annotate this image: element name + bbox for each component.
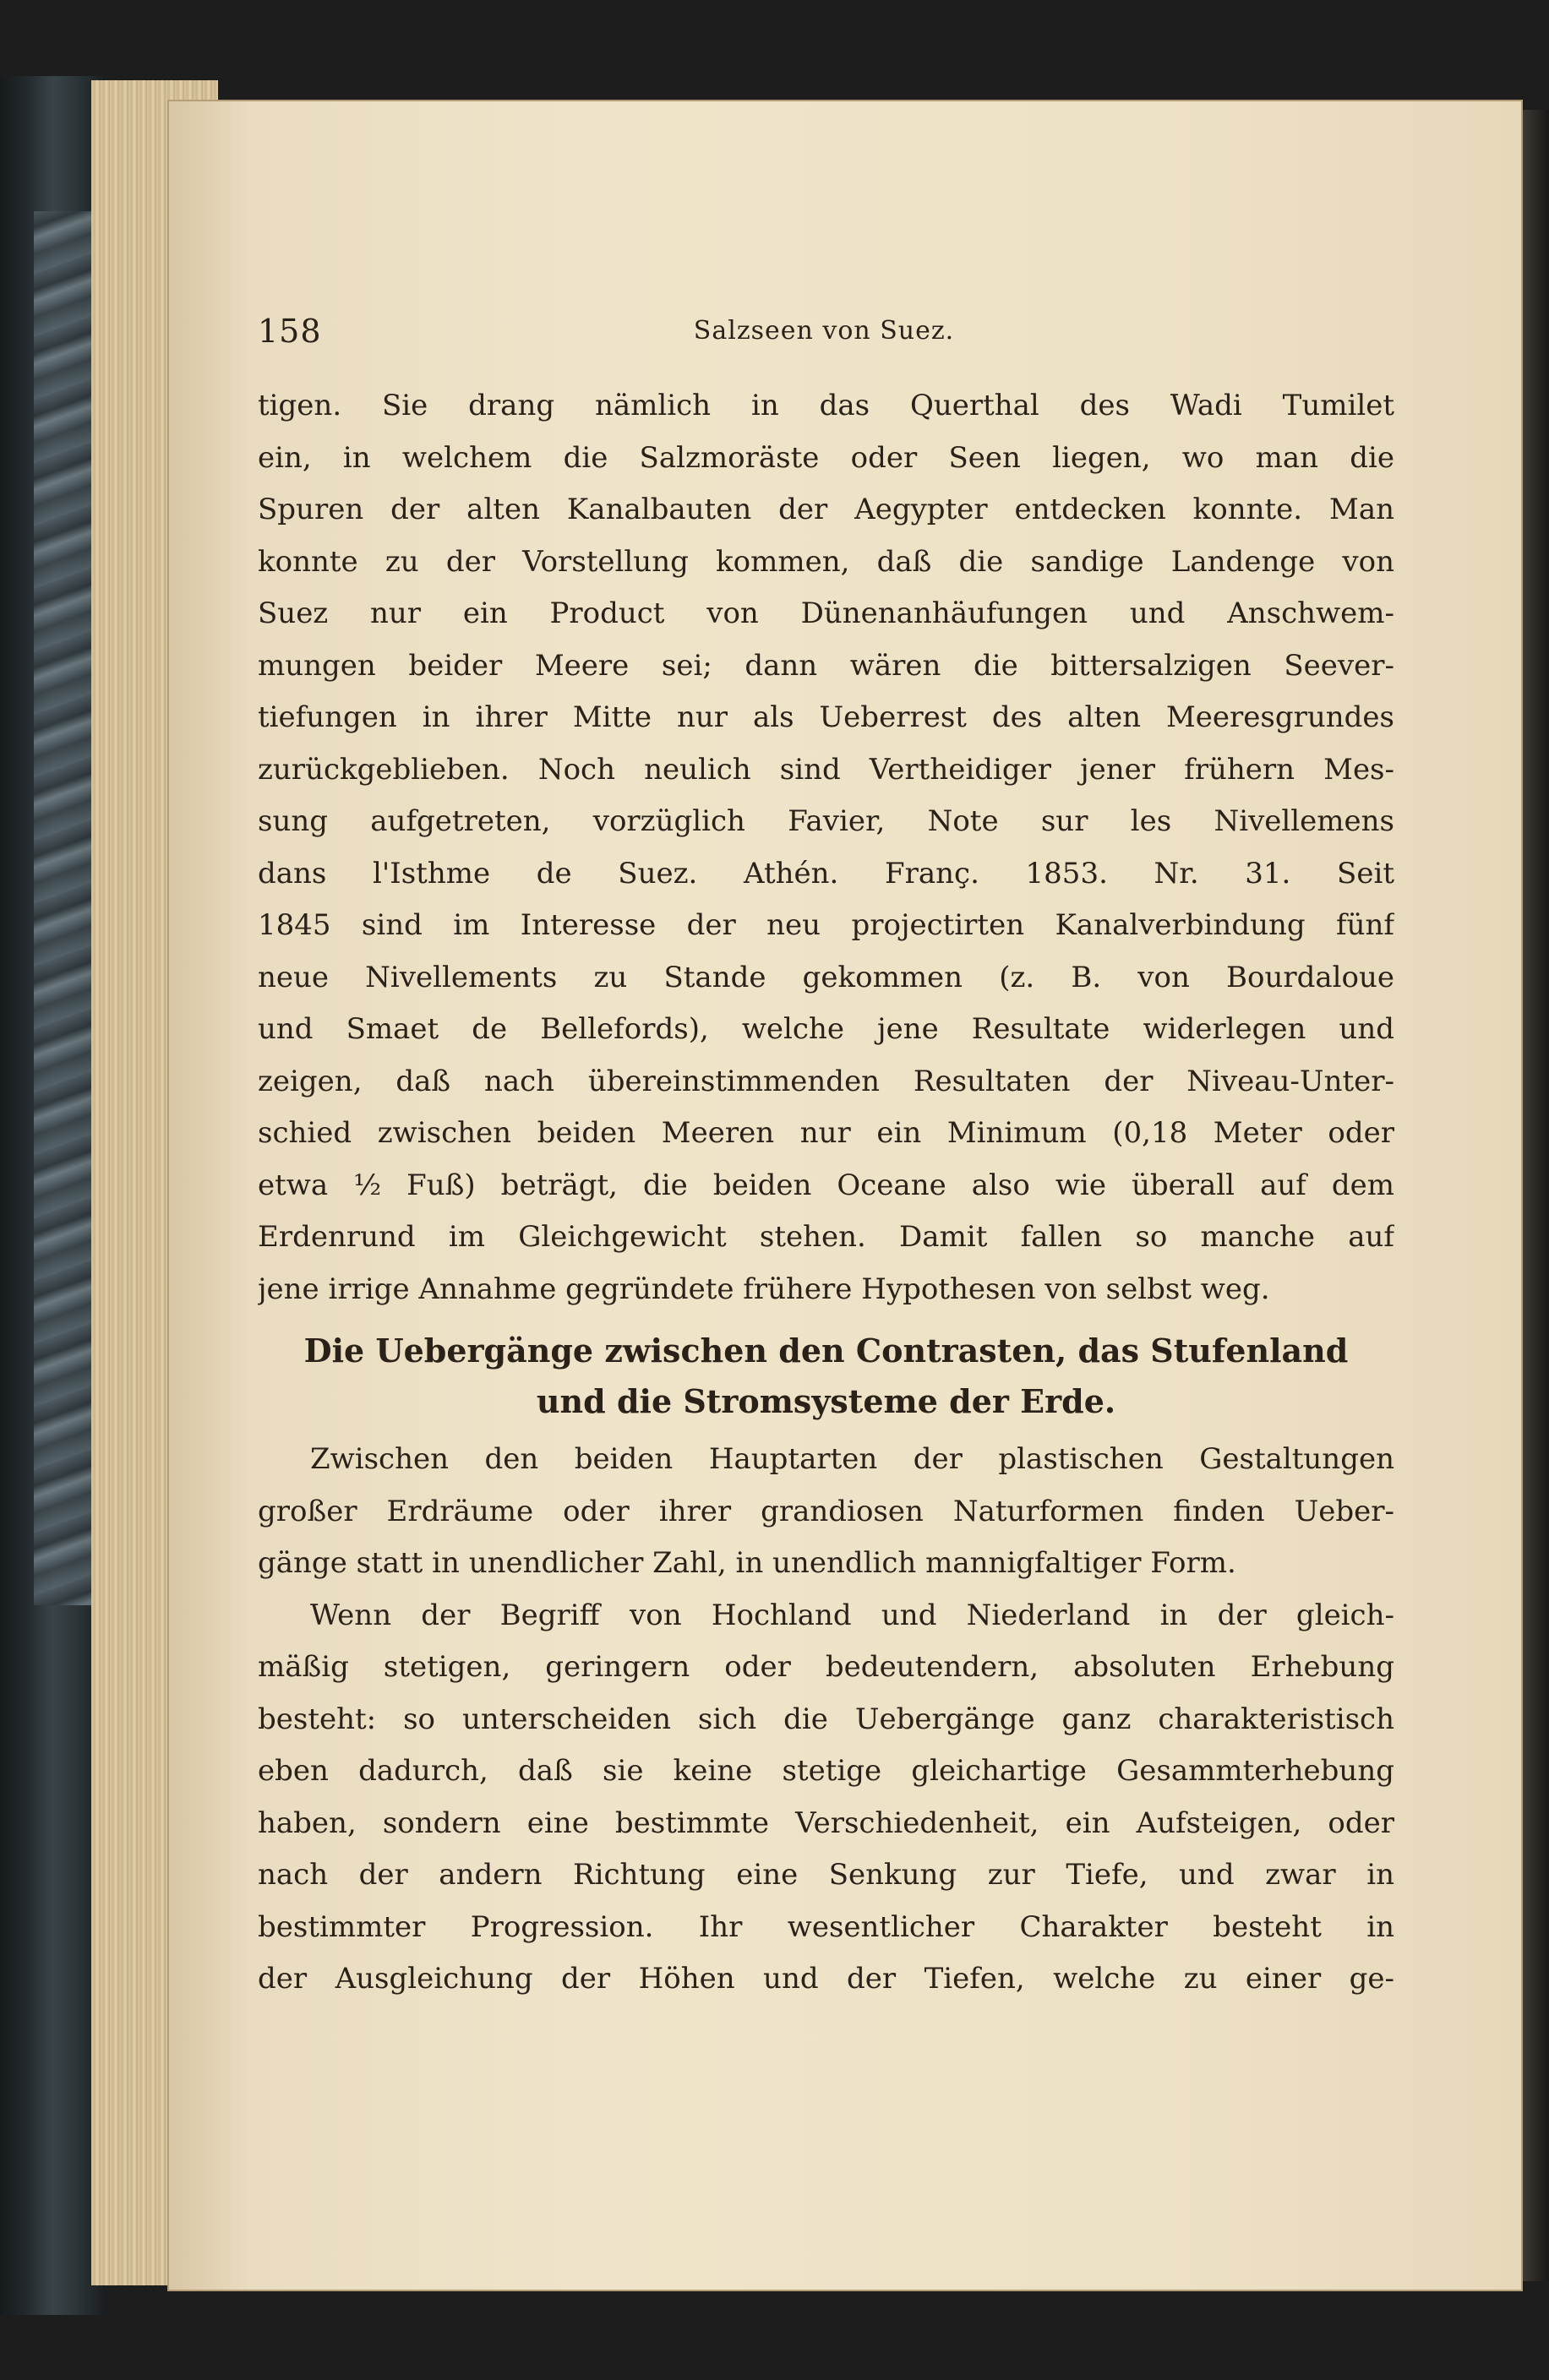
page-header xyxy=(258,313,1390,363)
text-line: Wenn der Begriff von Hochland und Niederland in der gleich- xyxy=(310,1598,1394,1632)
text-line: mungen beider Meere sei; dann wären die bittersalzigen Seever- xyxy=(258,648,1394,683)
paragraph-3 xyxy=(258,1590,1394,2006)
text-line: nach der andern Richtung eine Senkung zur Tiefe, und zwar in xyxy=(258,1858,1394,1892)
text-line: neue Nivellements zu Stande gekommen (z. B. von Bourdaloue xyxy=(258,960,1394,994)
text-line: jene irrige Annahme gegründete frühere Hypothesen von selbst weg. xyxy=(258,1272,1270,1306)
page-body xyxy=(258,380,1394,2006)
paragraph-1 xyxy=(258,380,1394,1315)
text-line: Spuren der alten Kanalbauten der Aegypter entdecken konnte. Man xyxy=(258,493,1394,526)
heading-line: Die Uebergänge zwischen den Contrasten, das Stufenland xyxy=(303,1332,1349,1370)
text-line: besteht: so unterscheiden sich die Uebergänge ganz charakteristisch xyxy=(258,1702,1394,1736)
text-line: 1845 sind im Interesse der neu projectirten Kanalverbindung fünf xyxy=(258,908,1394,942)
text-line: Erdenrund im Gleichgewicht stehen. Damit fallen so manche auf xyxy=(258,1220,1394,1254)
text-line: tigen. Sie drang nämlich in das Querthal des Wadi Tumilet xyxy=(258,389,1394,422)
text-line: bestimmter Progression. Ihr wesentlicher Charakter besteht in xyxy=(258,1909,1394,1944)
text-line: haben, sondern eine bestimmte Verschiedenheit, ein Aufsteigen, oder xyxy=(258,1805,1394,1840)
paragraph-2 xyxy=(258,1434,1394,1590)
page-number: 158 xyxy=(258,313,322,350)
text-line: und Smaet de Bellefords), welche jene Resultate widerlegen und xyxy=(258,1012,1394,1046)
section-heading xyxy=(258,1326,1394,1427)
text-line: dans l'Isthme de Suez. Athén. Franç. 1853. Nr. 31. Seit xyxy=(258,856,1394,890)
text-line: sung aufgetreten, vorzüglich Favier, Note sur les Nivellemens xyxy=(258,804,1394,838)
text-line: Zwischen den beiden Hauptarten der plastischen Gestaltungen xyxy=(310,1442,1394,1476)
text-line: Suez nur ein Product von Dünenanhäufungen und Anschwem- xyxy=(258,596,1394,630)
text-line: konnte zu der Vorstellung kommen, daß die sandige Landenge von xyxy=(258,544,1394,579)
text-line: großer Erdräume oder ihrer grandiosen Naturformen finden Ueber- xyxy=(258,1494,1394,1528)
text-line: ein, in welchem die Salzmoräste oder Seen liegen, wo man die xyxy=(258,440,1394,475)
text-line: mäßig stetigen, geringern oder bedeutendern, absoluten Erhebung xyxy=(258,1650,1394,1684)
text-line: zeigen, daß nach übereinstimmenden Resultaten der Niveau-Unter- xyxy=(258,1064,1394,1098)
heading-line: und die Stromsysteme der Erde. xyxy=(536,1382,1116,1420)
text-line: gänge statt in unendlicher Zahl, in unendlich mannigfaltiger Form. xyxy=(258,1546,1236,1580)
text-line: eben dadurch, daß sie keine stetige gleichartige Gesammterhebung xyxy=(258,1754,1394,1788)
text-line: zurückgeblieben. Noch neulich sind Vertheidiger jener frühern Mes- xyxy=(258,752,1394,787)
text-line: etwa ½ Fuß) beträgt, die beiden Oceane also wie überall auf dem xyxy=(258,1168,1394,1202)
text-line: der Ausgleichung der Höhen und der Tiefen, welche zu einer ge- xyxy=(258,1962,1394,1996)
text-line: tiefungen in ihrer Mitte nur als Ueberrest des alten Meeresgrundes xyxy=(258,700,1394,734)
marbled-edge xyxy=(34,211,93,1605)
running-title: Salzseen von Suez. xyxy=(693,316,955,346)
text-line: schied zwischen beiden Meeren nur ein Minimum (0,18 Meter oder xyxy=(258,1116,1394,1150)
